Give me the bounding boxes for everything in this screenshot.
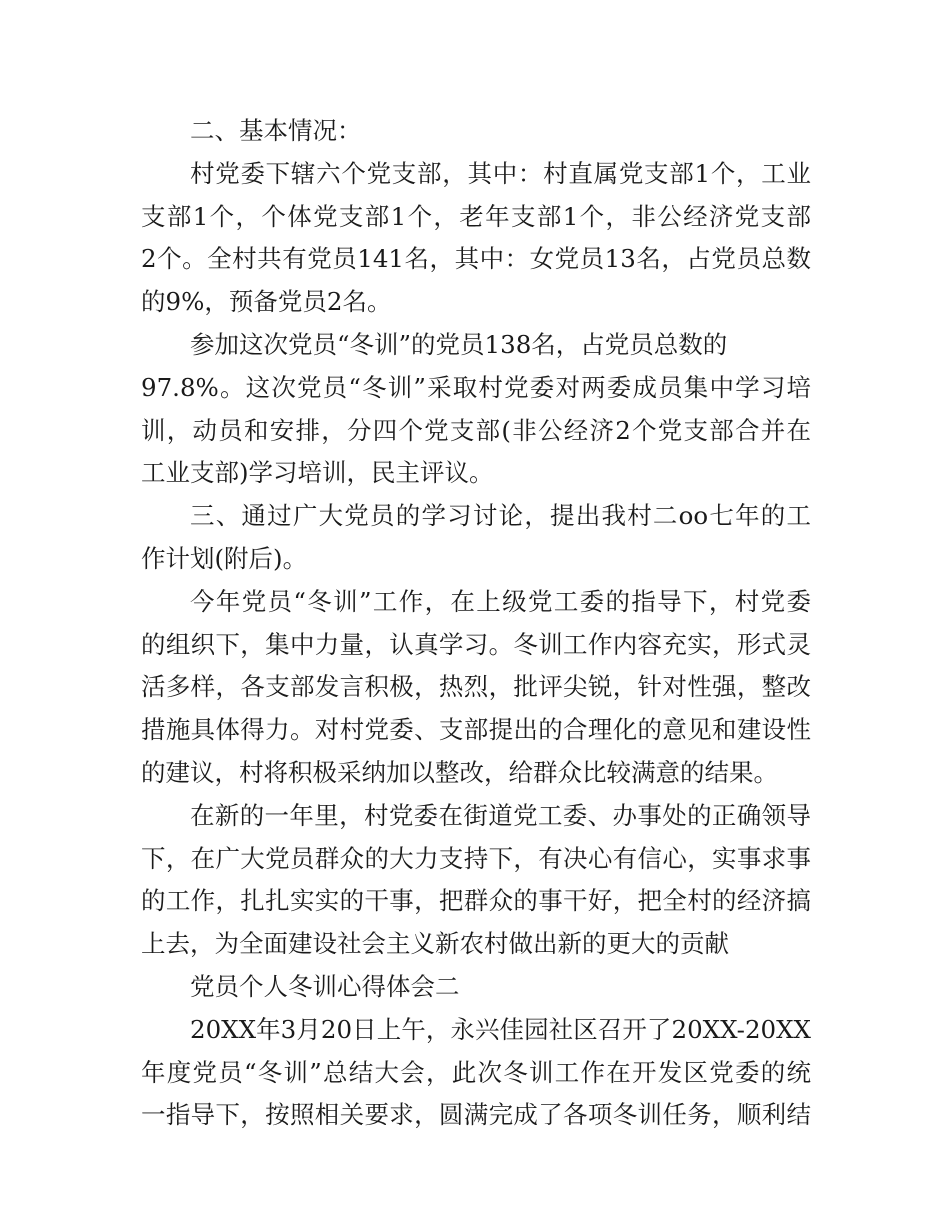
text-line: 上去，为全面建设社会主义新农村做出新的更大的贡献 bbox=[141, 929, 729, 959]
text-line: 年度党员“冬训”总结大会，此次冬训工作在开发区党委的统 bbox=[141, 1057, 811, 1087]
text-line: 今年党员“冬训”工作，在上级党工委的指导下，村党委 bbox=[190, 586, 811, 616]
text-line: 的组织下，集中力量，认真学习。冬训工作内容充实，形式灵 bbox=[141, 629, 811, 659]
text-line: 训，动员和安排，分四个党支部(非公经济2个党支部合并在 bbox=[141, 415, 811, 445]
document-body bbox=[141, 110, 811, 1137]
text-line: 工业支部)学习培训，民主评议。 bbox=[141, 458, 494, 488]
text-line: 二、基本情况： bbox=[190, 116, 362, 145]
text-line: 参加这次党员“冬训”的党员138名，占党员总数的 bbox=[190, 329, 728, 359]
text-line: 下，在广大党员群众的大力支持下，有决心有信心，实事求事 bbox=[141, 843, 811, 873]
text-line: 党员个人冬训心得体会二 bbox=[190, 971, 460, 1001]
text-line: 一指导下，按照相关要求，圆满完成了各项冬训任务，顺利结 bbox=[141, 1100, 811, 1130]
text-line: 2个。全村共有党员141名，其中：女党员13名，占党员总数 bbox=[141, 244, 811, 274]
text-line: 20XX年3月20日上午，永兴佳园社区召开了20XX-20XX bbox=[190, 1014, 811, 1044]
text-line: 97.8%。这次党员“冬训”采取村党委对两委成员集中学习培 bbox=[141, 372, 811, 402]
text-line: 的工作，扎扎实实的干事，把群众的事干好，把全村的经济搞 bbox=[141, 886, 811, 916]
text-line: 三、通过广大党员的学习讨论，提出我村二oo七年的工 bbox=[190, 501, 811, 531]
text-line: 村党委下辖六个党支部，其中：村直属党支部1个，工业 bbox=[190, 158, 811, 188]
text-line: 在新的一年里，村党委在街道党工委、办事处的正确领导 bbox=[190, 800, 811, 830]
text-line: 支部1个，个体党支部1个，老年支部1个，非公经济党支部 bbox=[141, 201, 811, 231]
text-line: 活多样，各支部发言积极，热烈，批评尖锐，针对性强，整改 bbox=[141, 672, 811, 702]
text-line: 作计划(附后)。 bbox=[141, 543, 308, 573]
text-line: 措施具体得力。对村党委、支部提出的合理化的意见和建设性 bbox=[141, 715, 811, 745]
text-line: 的9%，预备党员2名。 bbox=[141, 287, 392, 317]
text-line: 的建议，村将积极采纳加以整改，给群众比较满意的结果。 bbox=[141, 757, 778, 787]
